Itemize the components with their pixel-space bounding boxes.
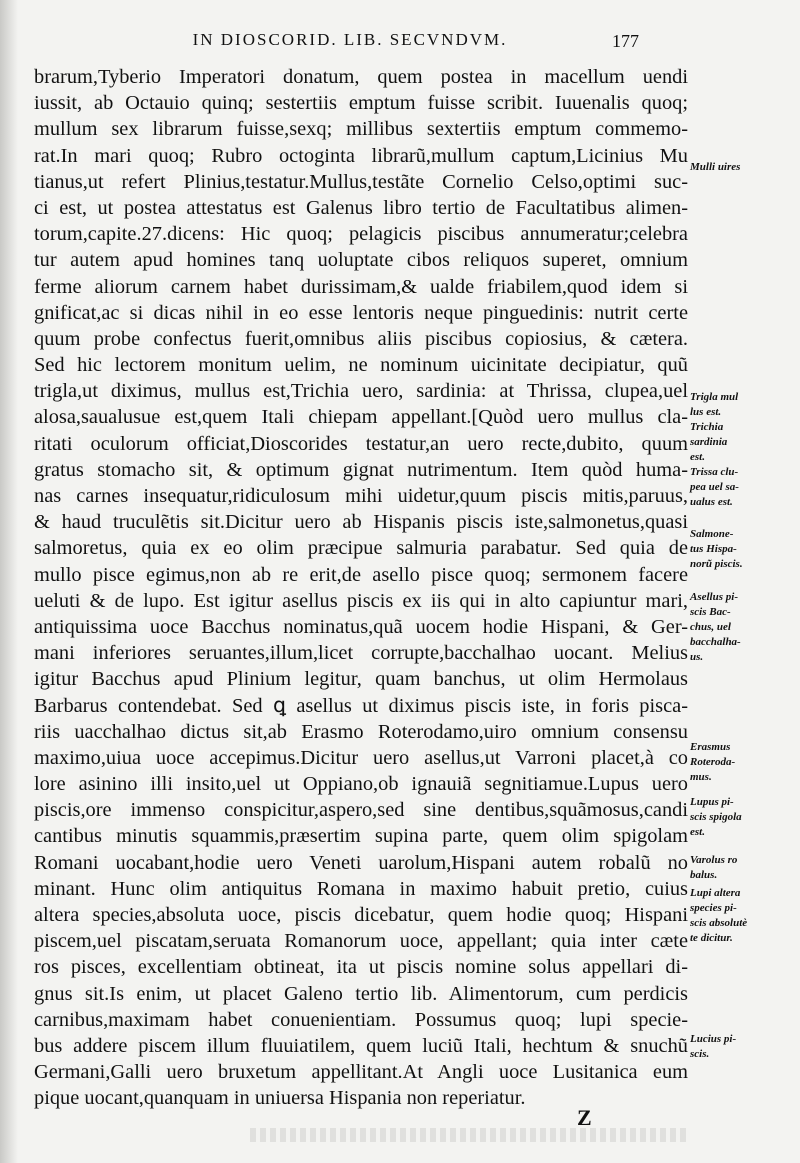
margin-note-lucius: [690, 1032, 798, 1062]
margin-note-line: Lucius pi-: [690, 1033, 737, 1045]
margin-note-line: scis.: [690, 1048, 710, 1060]
margin-note-line: Trigla mul: [690, 391, 739, 403]
text-line: antiquissima uoce Bacchus nominatus,quã uocem hodie Hispani, & Ger-: [34, 615, 688, 638]
margin-note-erasmus: [690, 740, 798, 785]
main-text-block: [34, 64, 688, 1112]
running-head: IN DIOSCORID. LIB. SECVNDVM.: [192, 30, 508, 49]
text-line: mullo pisce egimus,non ab re erit,de asello pisce quoq; sermonem facere: [34, 563, 688, 586]
text-line: ritati oculorum officiat,Dioscorides testatur,an uero recte,dubito, quum: [34, 432, 688, 455]
margin-note-lupi-altera: [690, 886, 798, 946]
margin-note-line: Asellus pi-: [690, 591, 738, 603]
margin-note-line: chus, uel: [690, 621, 731, 633]
page-gutter-shadow: [0, 0, 18, 1163]
margin-note-line: pea uel sa-: [690, 481, 739, 493]
margin-note-line: bacchalha-: [690, 636, 741, 648]
margin-note-line: Lupi altera: [690, 887, 741, 899]
text-line: ueluti & de lupo. Est igitur asellus piscis ex iis qui in alto capiuntur mari,: [34, 589, 688, 612]
margin-note-line: Trichia: [690, 421, 724, 433]
text-line: ferme aliorum carnem habet durissimam,& ualde friabilem,quod idem si: [34, 275, 688, 298]
text-line: igitur Bacchus apud Plinium legitur, quam banchus, ut olim Hermolaus: [34, 668, 688, 691]
margin-note-line: est.: [690, 826, 705, 838]
text-line: bus addere piscem illum fluuiatilem, quem luciũ Itali, hechtum & snuchũ: [34, 1034, 688, 1057]
text-line: gratus stomacho sit, & optimum gignat nutrimentum. Item quòd huma-: [34, 458, 688, 481]
text-line: trigla,ut diximus, mullus est,Trichia uero, sardinia: at Thrissa, clupea,uel: [34, 380, 688, 403]
text-line: Barbarus contendebat. Sed ꝗ asellus ut diximus piscis iste, in foris pisca-: [34, 694, 688, 717]
text-line: riis uacchalhao dictus sit,ab Erasmo Roterodamo,uiro omnium consensu: [34, 720, 688, 743]
margin-note-line: ualus est.: [690, 496, 733, 508]
text-line: rat.In mari quoq; Rubro octoginta librarũ,mullum captum,Licinius Mu: [34, 144, 688, 167]
text-line: Germani,Galli uero bruxetum appellitant.At Angli uoce Lusitanica eum: [34, 1061, 688, 1084]
margin-note-line: Roteroda-: [690, 756, 736, 768]
margin-note-line: Erasmus: [690, 741, 731, 753]
margin-note-line: scis absolutè: [690, 917, 748, 929]
text-line: iussit, ab Octauio quinq; sestertiis emptum fuisse scribit. Iuuenalis quoq;: [34, 92, 688, 115]
margin-note-lupus: [690, 795, 798, 840]
margin-note-line: est.: [690, 451, 705, 463]
margin-note-line: scis spigola: [690, 811, 742, 823]
margin-note-line: lus est.: [690, 406, 722, 418]
text-line: Romani uocabant,hodie uero Veneti uarolum,Hispani autem robalũ no: [34, 851, 688, 874]
margin-note-line: Varolus ro: [690, 854, 738, 866]
margin-note-varolus: [690, 853, 798, 883]
text-line: pique uocant,quanquam in uniuersa Hispania non reperiatur.: [34, 1087, 526, 1110]
text-line: ros pisces, excellentiam obtineat, ita ut piscis nomine solus appellari di-: [34, 956, 688, 979]
text-line: salmoretus, quia ex eo olim præcipue salmuria parabatur. Sed quia de: [34, 537, 688, 560]
text-line: maximo,uiua uoce accepimus.Dicitur uero asellus,ut Varroni placet,à co: [34, 746, 688, 769]
text-line: carnibus,maximam habet conuenientiam. Possumus quoq; lupi specie-: [34, 1008, 688, 1031]
margin-note-trigla: [690, 390, 798, 465]
margin-note-line: Lupus pi-: [690, 796, 734, 808]
text-line: brarum,Tyberio Imperatori donatum, quem postea in macellum uendi: [34, 66, 688, 88]
bleed-through-texture: [250, 1128, 690, 1142]
text-line: mani inferiores seruantes,illum,licet corrupte,bacchalhao uocant. Melius: [34, 642, 688, 665]
text-line: quum probe confectus fuerit,omnibus aliis piscibus copiosius, & cætera.: [34, 327, 688, 350]
margin-note-line: Mulli uires: [690, 161, 741, 173]
text-line: mullum sex librarum fuisse,sexq; millibus sextertiis emptum commemo-: [34, 118, 688, 141]
margin-note-line: species pi-: [690, 902, 737, 914]
text-line: tianus,ut refert Plinius,testatur.Mullus,testãte Cornelio Celso,optimi suc-: [34, 170, 688, 193]
text-line: tur autem apud homines tanq uoluptate cibos reliquos superet, omnium: [34, 249, 688, 272]
margin-note-line: norũ piscis.: [690, 558, 743, 570]
signature-mark: Z: [577, 1105, 592, 1130]
text-line: Sed hic lectorem monitum uelim, ne nominum uicinitate decipiatur, quũ: [34, 354, 688, 377]
margin-note-line: tus Hispa-: [690, 543, 737, 555]
text-line: & haud truculẽtis sit.Dicitur uero ab Hispanis piscis iste,salmonetus,quasi: [34, 511, 688, 534]
margin-note-line: scis Bac-: [690, 606, 731, 618]
text-line: nas carnes insequatur,ridiculosum mihi uidetur,quum piscis mitis,paruus,: [34, 485, 688, 507]
margin-note-mulli-uires: [690, 160, 798, 175]
text-line: piscis,ore immenso conspicitur,aspero,sed sine dentibus,squãmosus,candi: [34, 799, 688, 822]
page-number: 177: [612, 31, 639, 51]
text-line: piscem,uel piscatam,seruata Romanorum uoce, appellant; quia inter cæte: [34, 930, 688, 953]
text-line: altera species,absoluta uoce, piscis dicebatur, quem hodie quoq; Hispani: [34, 904, 688, 926]
text-line: gnus sit.Is enim, ut placet Galeno tertio lib. Alimentorum, cum perdicis: [34, 982, 688, 1005]
margin-note-trissa: [690, 465, 798, 510]
text-line: ci est, ut postea attestatus est Galenus libro tertio de Facultatibus alimen-: [34, 196, 688, 219]
margin-note-line: Trissa clu-: [690, 466, 739, 478]
margin-note-line: mus.: [690, 771, 712, 783]
margin-note-line: balus.: [690, 869, 718, 881]
text-line: torum,capite.27.dicens: Hic quoq; pelagicis piscibus annumeratur;celebra: [34, 223, 688, 246]
text-line: gnificat,ac si dicas nihil in eo esse lentoris neque pinguedinis: nutrit certe: [34, 301, 688, 324]
margin-note-line: sardinia: [690, 436, 728, 448]
margin-note-line: Salmone-: [690, 528, 734, 540]
margin-note-salmonetus: [690, 527, 798, 572]
text-line: cantibus minutis squammis,præsertim supina parte, quem olim spigolam: [34, 825, 688, 848]
text-line: alosa,saualusue est,quem Itali chiepam appellant.[Quòd uero mullus cla-: [34, 406, 688, 429]
margin-note-asellus: [690, 590, 798, 665]
margin-note-line: te dicitur.: [690, 932, 733, 944]
margin-note-line: us.: [690, 651, 704, 663]
text-line: minant. Hunc olim antiquitus Romana in maximo habuit pretio, cuius: [34, 877, 688, 900]
text-line: lore asinino illi insito,uel ut Oppiano,ob ignauiã segnitiamue.Lupus uero: [34, 773, 688, 796]
